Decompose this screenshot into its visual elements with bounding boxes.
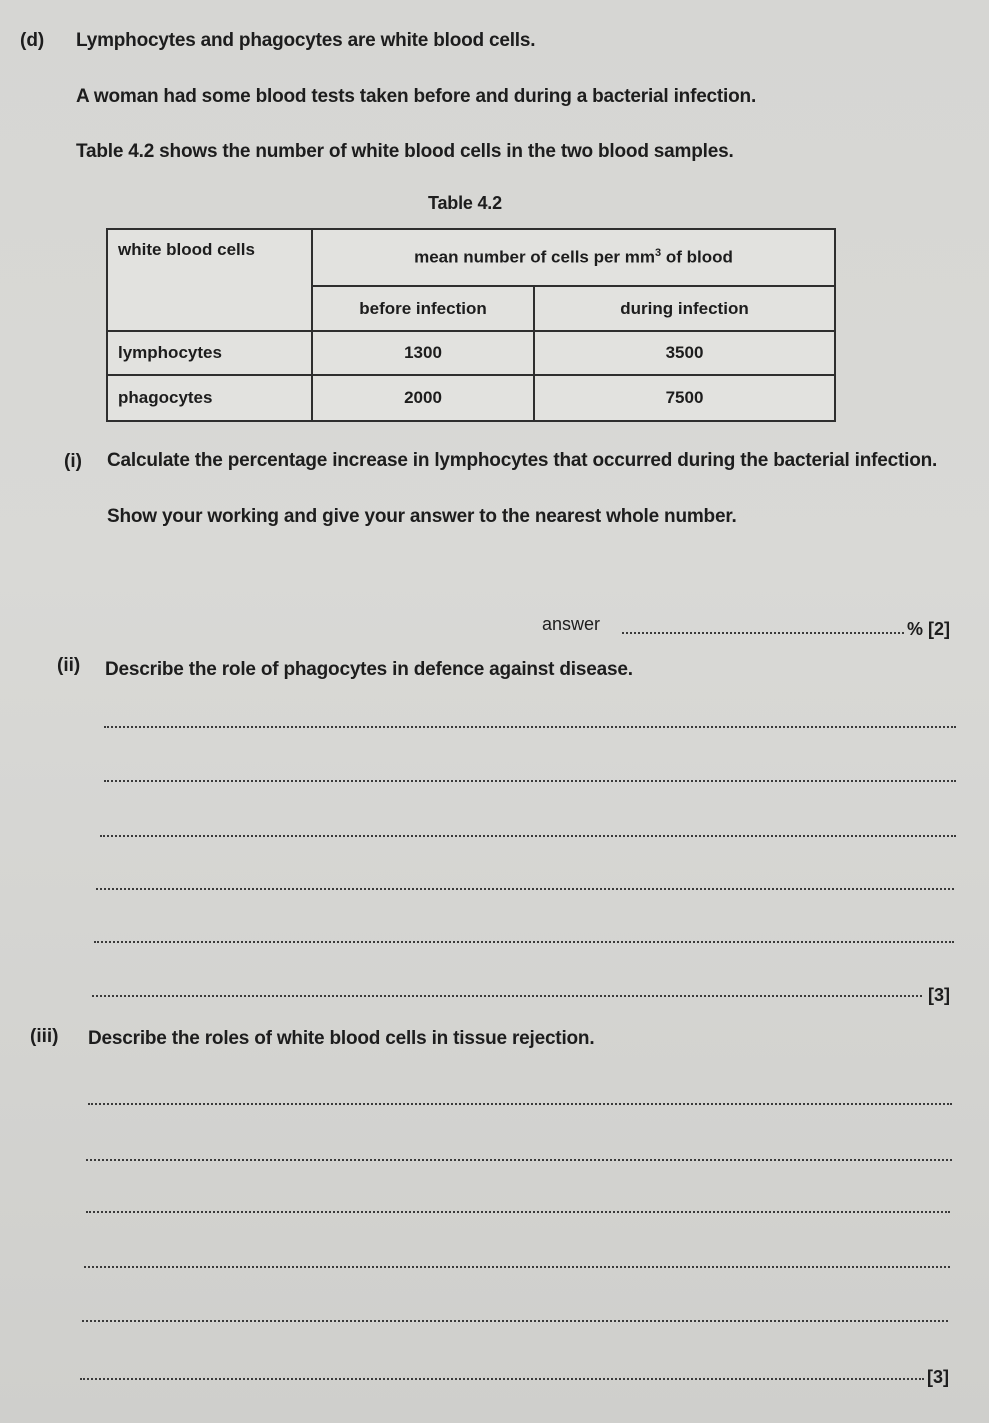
header-mean-sup: 3 — [655, 247, 662, 260]
q-iii-answer-line-4[interactable] — [84, 1266, 950, 1268]
q-iii-answer-line-2[interactable] — [86, 1159, 952, 1161]
q-i-label: (i) — [64, 451, 82, 472]
q-ii-text: Describe the role of phagocytes in defence against disease. — [105, 659, 633, 680]
q-ii-label: (ii) — [57, 655, 81, 676]
q-iii-label: (iii) — [30, 1026, 59, 1047]
table-caption: Table 4.2 — [428, 193, 502, 213]
row-name-phagocytes: phagocytes — [107, 375, 312, 421]
q-iii-answer-line-1[interactable] — [88, 1103, 952, 1105]
q-i-text: Calculate the percentage increase in lymphocytes that occurred during the bacterial infection. — [107, 450, 938, 471]
header-mean-pre: mean number of cells per mm — [414, 247, 655, 267]
wbc-table — [106, 228, 836, 422]
q-i-marks: % [2] — [907, 619, 951, 639]
q-ii-answer-line-6[interactable] — [92, 995, 922, 997]
q-iii-answer-line-5[interactable] — [82, 1320, 948, 1322]
answer-label: answer — [542, 614, 601, 634]
q-ii-answer-line-2[interactable] — [104, 780, 956, 782]
cell-lymphocytes-before: 1300 — [312, 331, 534, 375]
q-i-instruction: Show your working and give your answer to the nearest whole number. — [107, 506, 737, 527]
table-row — [107, 375, 835, 421]
header-during-infection: during infection — [534, 286, 835, 331]
table-row — [107, 331, 835, 375]
header-white-blood-cells: white blood cells — [107, 229, 312, 331]
part-d-intro: Lymphocytes and phagocytes are white blood cells. — [76, 30, 536, 51]
q-iii-marks: [3] — [927, 1367, 949, 1387]
q-ii-answer-line-1[interactable] — [104, 726, 956, 728]
q-iii-answer-line-3[interactable] — [86, 1211, 950, 1213]
q-ii-answer-line-3[interactable] — [100, 835, 956, 837]
q-ii-answer-line-5[interactable] — [94, 941, 954, 943]
q-ii-marks: [3] — [928, 985, 950, 1005]
part-d-table-ref: Table 4.2 shows the number of white blood cells in the two blood samples. — [76, 141, 734, 162]
header-mean-number — [312, 229, 835, 286]
header-before-infection: before infection — [312, 286, 534, 331]
part-d-label: (d) — [20, 30, 45, 51]
row-name-lymphocytes: lymphocytes — [107, 331, 312, 375]
cell-phagocytes-during: 7500 — [534, 375, 835, 421]
q-iii-text: Describe the roles of white blood cells in tissue rejection. — [88, 1028, 595, 1049]
q-iii-answer-line-6[interactable] — [80, 1378, 924, 1380]
cell-lymphocytes-during: 3500 — [534, 331, 835, 375]
answer-input-line[interactable] — [622, 632, 904, 634]
header-mean-post: of blood — [661, 247, 733, 267]
cell-phagocytes-before: 2000 — [312, 375, 534, 421]
q-ii-answer-line-4[interactable] — [96, 888, 954, 890]
part-d-context: A woman had some blood tests taken before and during a bacterial infection. — [76, 86, 757, 107]
